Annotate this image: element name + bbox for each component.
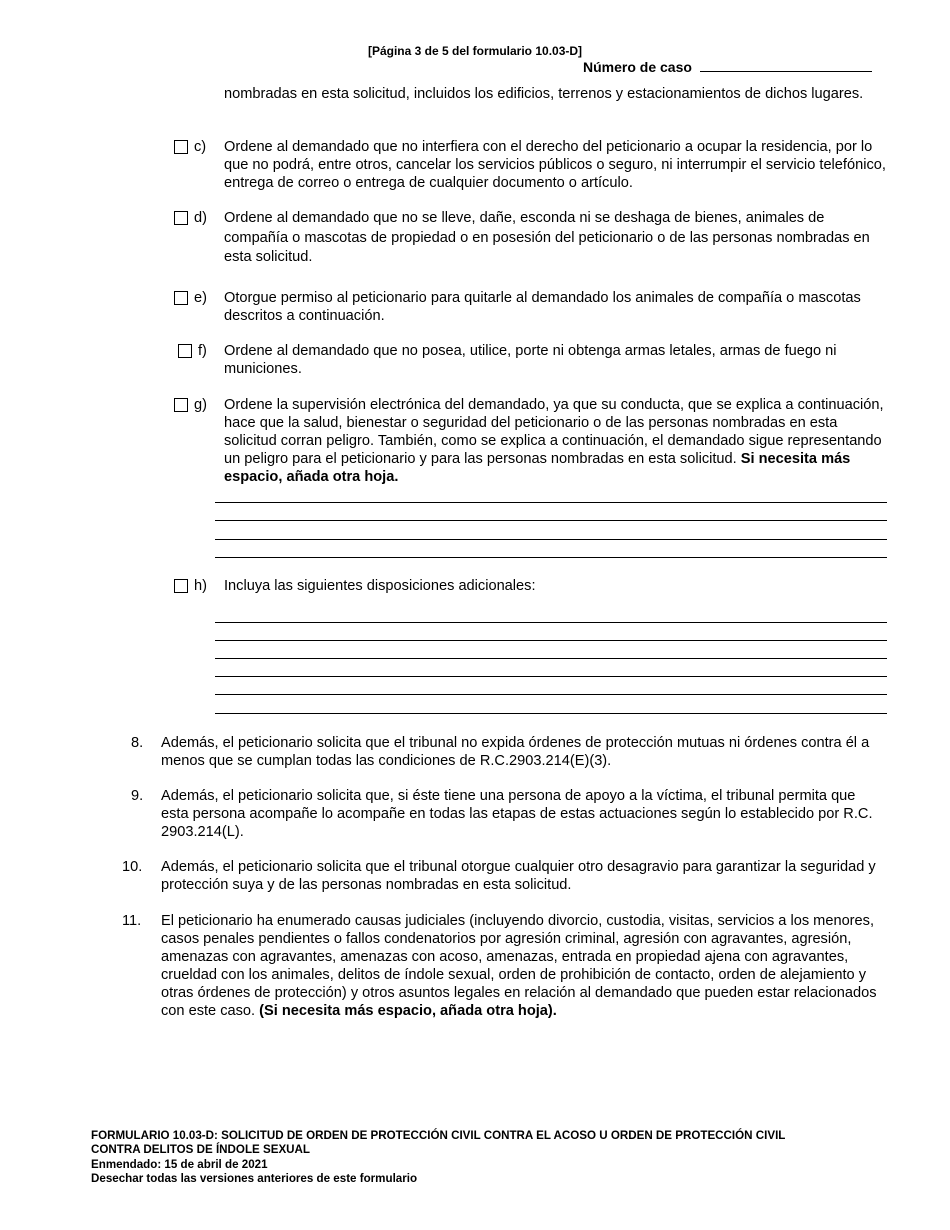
item-text-e: Otorgue permiso al peticionario para quitarle al demandado los animales de compañía o mascotas descritos a continuación.	[224, 290, 861, 324]
answer-line[interactable]	[215, 658, 887, 659]
footer-line: CONTRA DELITOS DE ÍNDOLE SEXUAL	[91, 1143, 311, 1157]
checkbox-c[interactable]	[174, 140, 188, 154]
item-text-11-body: El peticionario ha enumerado causas judiciales (incluyendo divorcio, custodia, visitas, servicios a los menores, casos penales pendientes o fallos condenatorios por agresión criminal, agresión con agravantes, agresión, amenazas con agravantes, amenazas con acoso, amenazas, entrada en propiedad ajena con agravantes, crueldad con los animales, delitos de índole sexual, orden de prohibición de contacto, orden de alejamiento y otras órdenes de protección) y otros asuntos legales en relación al demandado que pueden estar relacionados con este caso.	[161, 913, 877, 1019]
checkbox-h[interactable]	[174, 579, 188, 593]
answer-line[interactable]	[215, 520, 887, 521]
item-text-10: Además, el peticionario solicita que el tribunal otorgue cualquier otro desagravio para garantizar la seguridad y protección suya y de las personas nombradas en esta solicitud.	[161, 859, 876, 893]
answer-line[interactable]	[215, 622, 887, 623]
item-letter-g: g)	[194, 397, 207, 413]
item-text-c: Ordene al demandado que no interfiera con el derecho del peticionario a ocupar la residencia, por lo que no podrá, entre otros, cancelar los servicios públicos o seguro, ni interrumpir el servicio telefónico, entrega de correo o entrega de cualquier documento o artículo.	[224, 139, 886, 191]
form-footer	[91, 1129, 871, 1186]
checkbox-e[interactable]	[174, 291, 188, 305]
item-number-11: 11.	[122, 913, 142, 929]
item-letter-h: h)	[194, 578, 207, 594]
footer-line: FORMULARIO 10.03-D: SOLICITUD DE ORDEN DE PROTECCIÓN CIVIL CONTRA EL ACOSO U ORDEN DE PROTECCIÓN CIVIL	[91, 1129, 786, 1142]
continuation-text: nombradas en esta solicitud, incluidos los edificios, terrenos y estacionamientos de dichos lugares.	[224, 86, 864, 102]
item-letter-d: d)	[194, 210, 207, 226]
item-text-f: Ordene al demandado que no posea, utilice, porte ni obtenga armas letales, armas de fuego ni municiones.	[224, 343, 837, 377]
item-number-10: 10.	[122, 859, 143, 875]
item-text-d: Ordene al demandado que no se lleve, dañe, esconda ni se deshaga de bienes, animales de compañía o mascotas de propiedad o en posesión del peticionario o de las personas nombradas en esta solicitud.	[224, 210, 870, 265]
item-text-8: Además, el peticionario solicita que el tribunal no expida órdenes de protección mutuas ni órdenes contra él a menos que se cumplan todas las condiciones de R.C.2903.214(E)(3).	[161, 735, 870, 769]
item-text-9: Además, el peticionario solicita que, si éste tiene una persona de apoyo a la víctima, el tribunal permita que esta persona acompañe lo acompañe en todas las etapas de estas actuaciones según lo establecido por R.C. 2903.214(L).	[161, 788, 873, 840]
answer-line[interactable]	[215, 694, 887, 695]
item-text-g-bold: Si necesita más espacio, añada otra hoja.	[224, 451, 851, 485]
page-label: [Página 3 de 5 del formulario 10.03-D]	[367, 44, 583, 58]
item-text-g-body: Ordene la supervisión electrónica del demandado, ya que su conducta, que se explica a continuación, hace que la salud, bienestar o seguridad del peticionario o de las personas nombradas en esta solicitud corran peligro. También, como se explica a continuación, el demandado sigue representando un peligro para el peticionario y para las personas nombradas en esta solicitud.	[224, 397, 884, 467]
item-number-9: 9.	[131, 788, 144, 804]
checkbox-d[interactable]	[174, 211, 188, 225]
case-number-label: Número de caso	[583, 59, 692, 75]
item-text-11	[161, 912, 881, 1020]
footer-line: Enmendado: 15 de abril de 2021	[91, 1157, 268, 1171]
answer-line[interactable]	[215, 539, 887, 540]
case-number-field	[583, 59, 872, 75]
answer-line[interactable]	[215, 640, 887, 641]
item-text-h: Incluya las siguientes disposiciones adicionales:	[224, 578, 536, 594]
footer-line: Desechar todas las versiones anteriores de este formulario	[91, 1171, 418, 1185]
item-text-11-bold: (Si necesita más espacio, añada otra hoja).	[259, 1003, 557, 1019]
answer-line[interactable]	[215, 502, 887, 503]
item-letter-e: e)	[194, 290, 207, 306]
item-letter-c: c)	[194, 139, 207, 155]
item-text-g	[224, 396, 888, 486]
checkbox-f[interactable]	[178, 344, 192, 358]
item-number-8: 8.	[131, 735, 144, 751]
item-letter-f: f)	[198, 343, 207, 359]
checkbox-g[interactable]	[174, 398, 188, 412]
answer-line[interactable]	[215, 676, 887, 677]
answer-line[interactable]	[215, 713, 887, 714]
case-number-input-line[interactable]	[700, 59, 872, 72]
answer-line[interactable]	[215, 557, 887, 558]
